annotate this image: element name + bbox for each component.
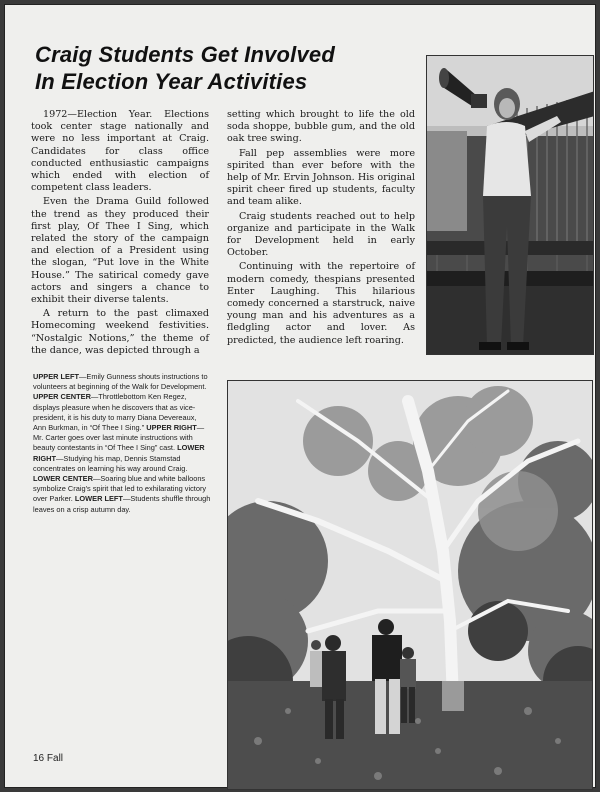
body-paragraph: Even the Drama Guild followed the trend as they produced their first play, Of Thee I Sing, which related the story of the campaign and election of a President using the slogan, “Put love in the White House.” The satirical comedy gave actors and singers a chance to exhibit their diverse talents. bbox=[31, 196, 209, 306]
body-paragraph: 1972—Election Year. Elections took center stage nationally and were no less important at Craig. Candidates for class office conducted enthusiastic campaigns which ended with election of competent class leaders. bbox=[31, 109, 209, 194]
body-column-right bbox=[227, 109, 415, 349]
caption-text-lower-right: —Studying his map, Dennis Stamstad concentrates on learning his way around Craig. bbox=[33, 453, 188, 473]
body-paragraph: A return to the past climaxed Homecoming weekend festivities. “Nostalgic Notions,” the theme of the dance, was depicted through a bbox=[31, 308, 209, 356]
caption-label-upper-left: UPPER LEFT bbox=[33, 372, 79, 381]
caption-text-upper-left: —Emily Gunness shouts instructions to volunteers at beginning of the Walk for Development. bbox=[33, 372, 208, 392]
body-paragraph: Fall pep assemblies were more spirited than ever before with the help of Mr. Ervin Johnson. His original spirit cheer fired up students, faculty and team alike. bbox=[227, 147, 415, 208]
caption-label-lower-left: LOWER LEFT bbox=[74, 494, 123, 504]
caption-label-lower-right: LOWER RIGHT bbox=[33, 443, 205, 463]
caption-text-upper-center: —Throttlebottom Ken Regez, displays pleasure when he discovers that as vice-president, it is his duty to marry Diana Devereaux, Ann Burkman, in “Of Thee I Sing.” bbox=[33, 392, 197, 433]
body-column-left bbox=[31, 109, 209, 359]
photo-megaphone-student bbox=[426, 55, 594, 355]
caption-text-lower-center: —Soaring blue and white balloons symbolize Craig's spirit that led to exhilarating victory over Parker. bbox=[33, 474, 207, 504]
caption-label-upper-right: UPPER RIGHT bbox=[146, 423, 197, 433]
body-paragraph: Craig students reached out to help organize and participate in the Walk for Development held in early October. bbox=[227, 210, 415, 259]
page-folio: 16 Fall bbox=[33, 753, 64, 764]
body-paragraph: setting which brought to life the old soda shoppe, bubble gum, and the old oak tree swing. bbox=[227, 109, 415, 145]
photo-caption bbox=[33, 372, 211, 515]
headline-line-1: Craig Students Get Involved bbox=[35, 42, 336, 67]
photo-autumn-illustration bbox=[228, 381, 593, 790]
caption-label-lower-center: LOWER CENTER bbox=[33, 474, 93, 484]
photo-megaphone-illustration bbox=[427, 56, 594, 355]
caption-text-upper-right: —Mr. Carter goes over last minute instructions with beauty contestants in “Of Thee I Sing” cast. bbox=[33, 423, 205, 453]
yearbook-page bbox=[4, 4, 596, 788]
caption-label-upper-center: UPPER CENTER bbox=[33, 392, 91, 402]
photo-autumn-tree-students bbox=[227, 380, 593, 790]
caption-text-lower-left: —Students shuffle through leaves on a crisp autumn day. bbox=[33, 494, 211, 514]
headline bbox=[35, 41, 415, 95]
headline-line-2: In Election Year Activities bbox=[35, 69, 308, 94]
body-paragraph: Continuing with the repertoire of modern comedy, thespians presented Enter Laughing. This hilarious comedy concerned a starstruck, naive young man and his adventures as a fledgling actor and lover. As predicted, the audience left roaring. bbox=[227, 261, 415, 346]
